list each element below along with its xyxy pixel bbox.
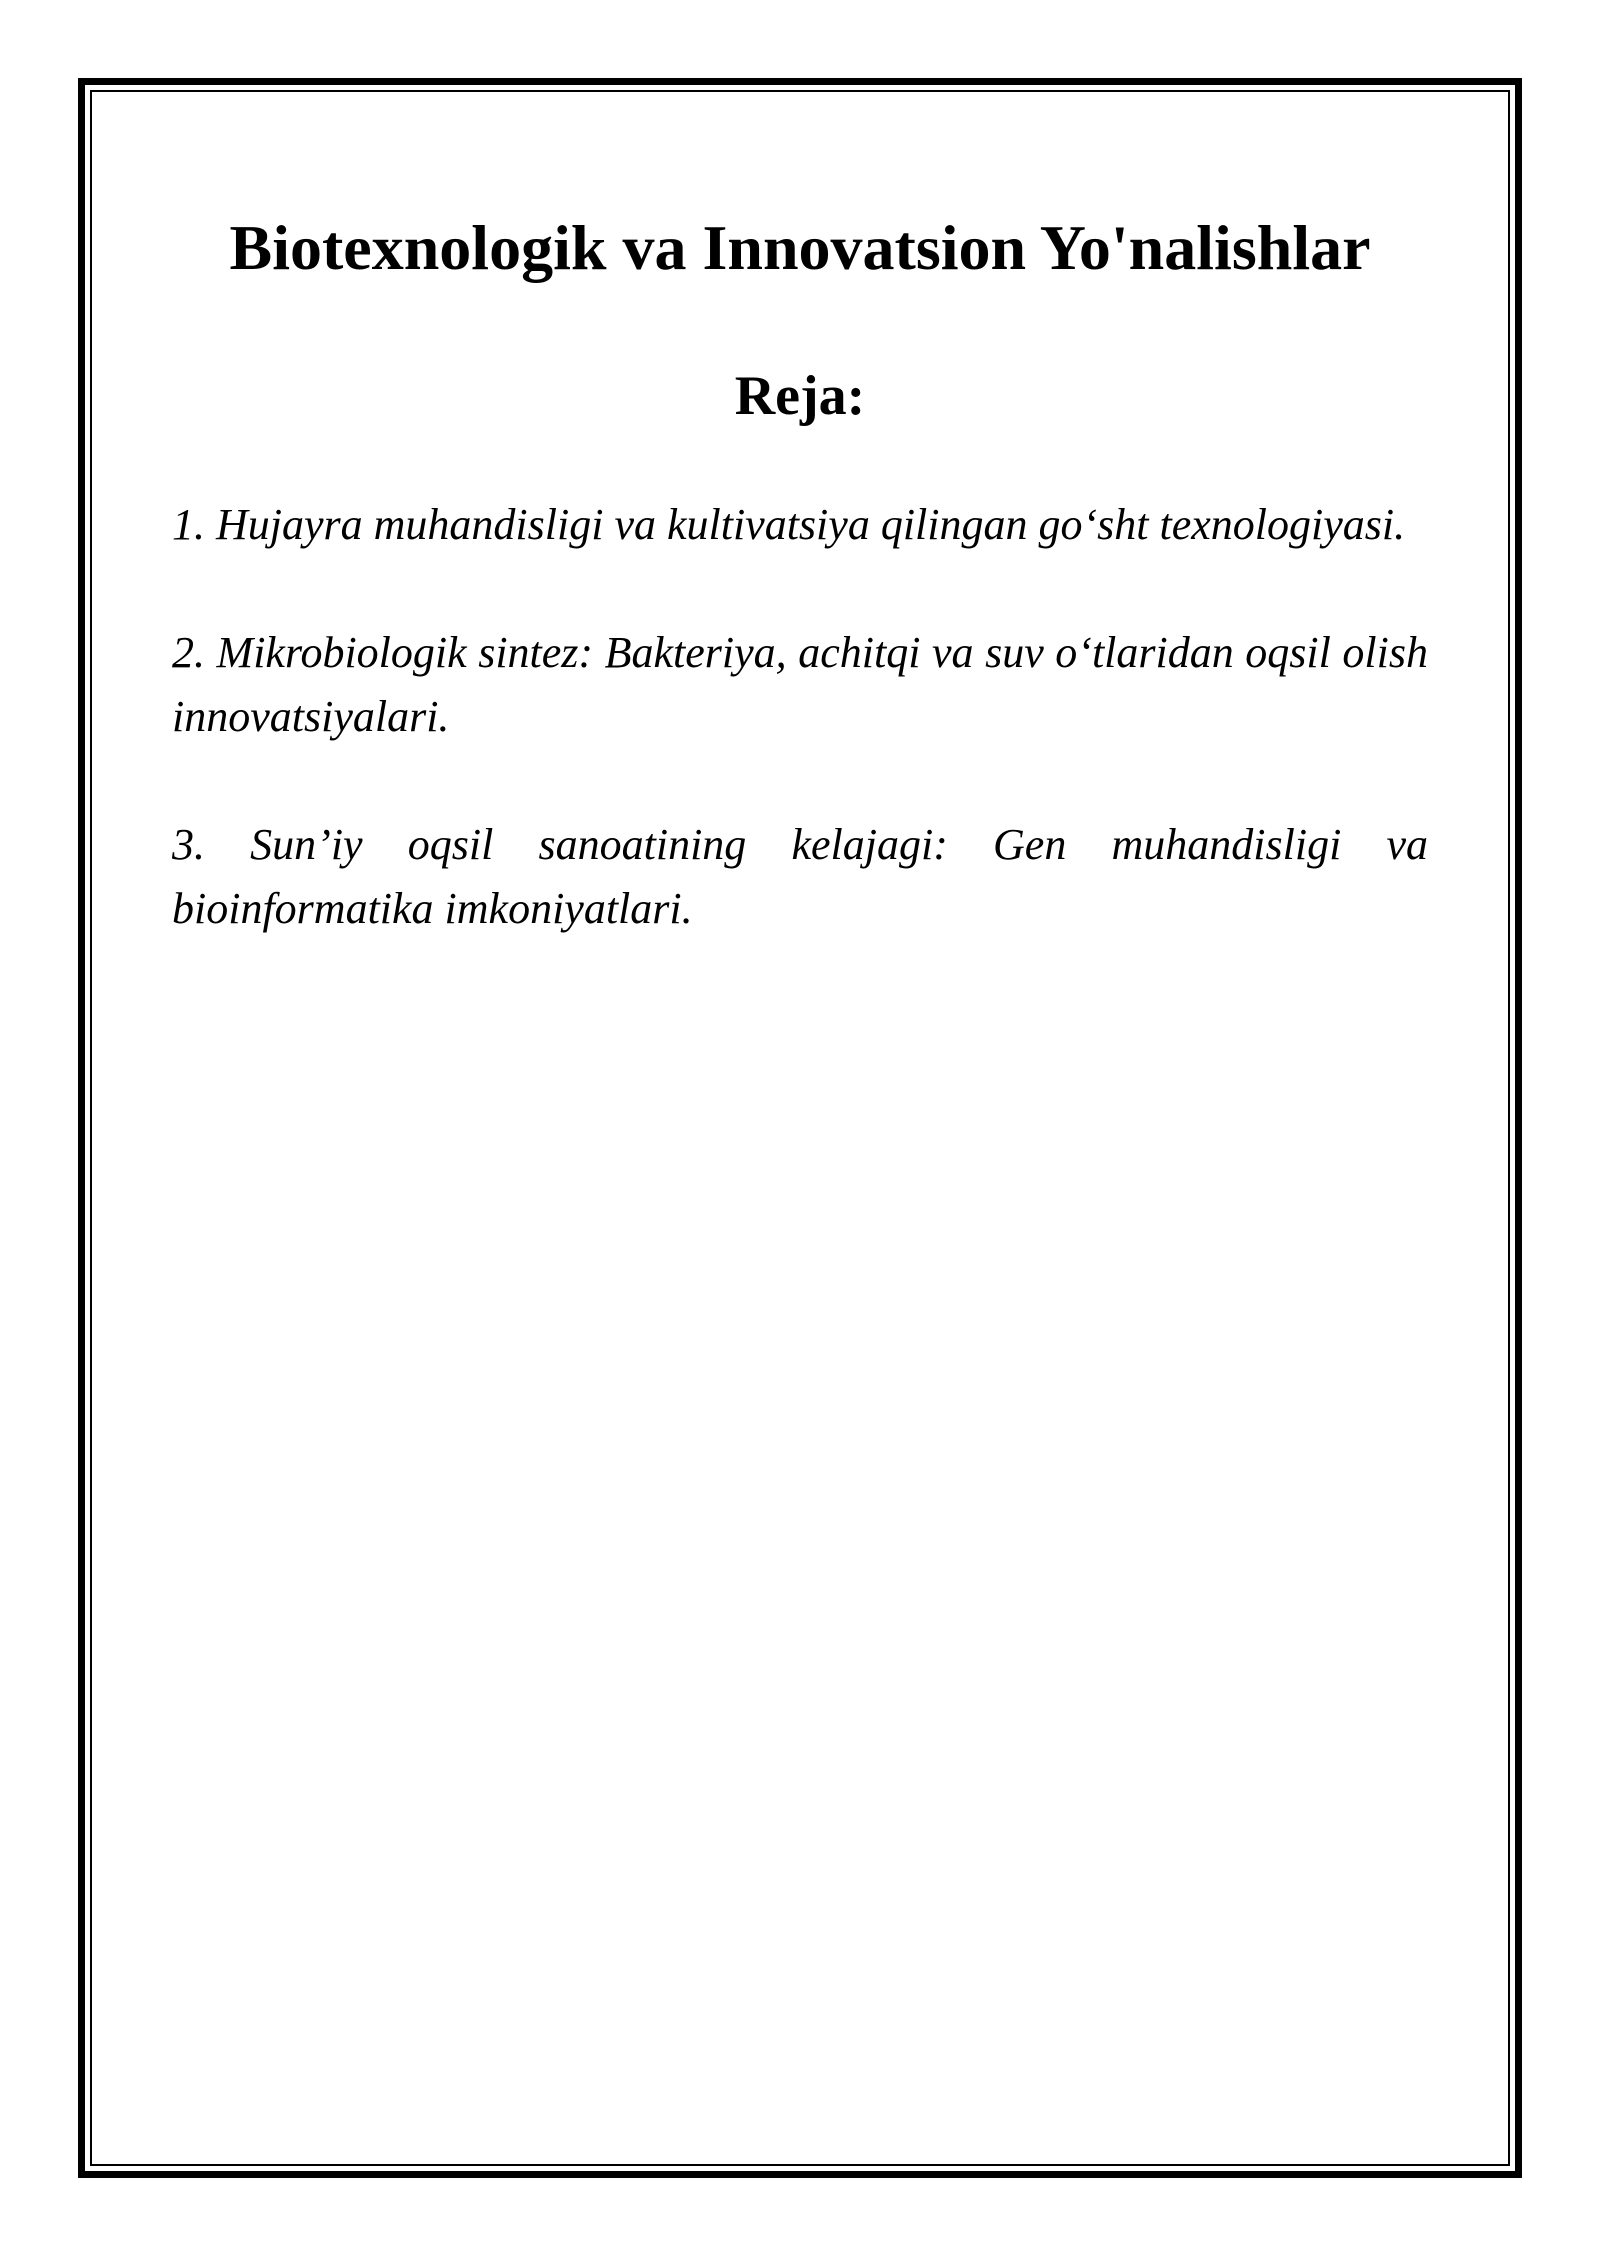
document-title: Biotexnologik va Innovatsion Yo'nalishlar [229,212,1371,283]
plan-item-3: 3. Sun’iy oqsil sanoatining kelajagi: Gen muhandisligi va bioinformatika imkoniyatlari. [172,820,1428,933]
plan-heading: Reja: [734,365,866,427]
plan-list [172,493,1428,1005]
plan-item-1: 1. Hujayra muhandisligi va kultivatsiya qilingan go‘sht texnologiyasi. [172,500,1406,549]
plan-item-2: 2. Mikrobiologik sintez: Bakteriya, achitqi va suv o‘tlaridan oqsil olish innovatsiyalari. [172,628,1428,741]
